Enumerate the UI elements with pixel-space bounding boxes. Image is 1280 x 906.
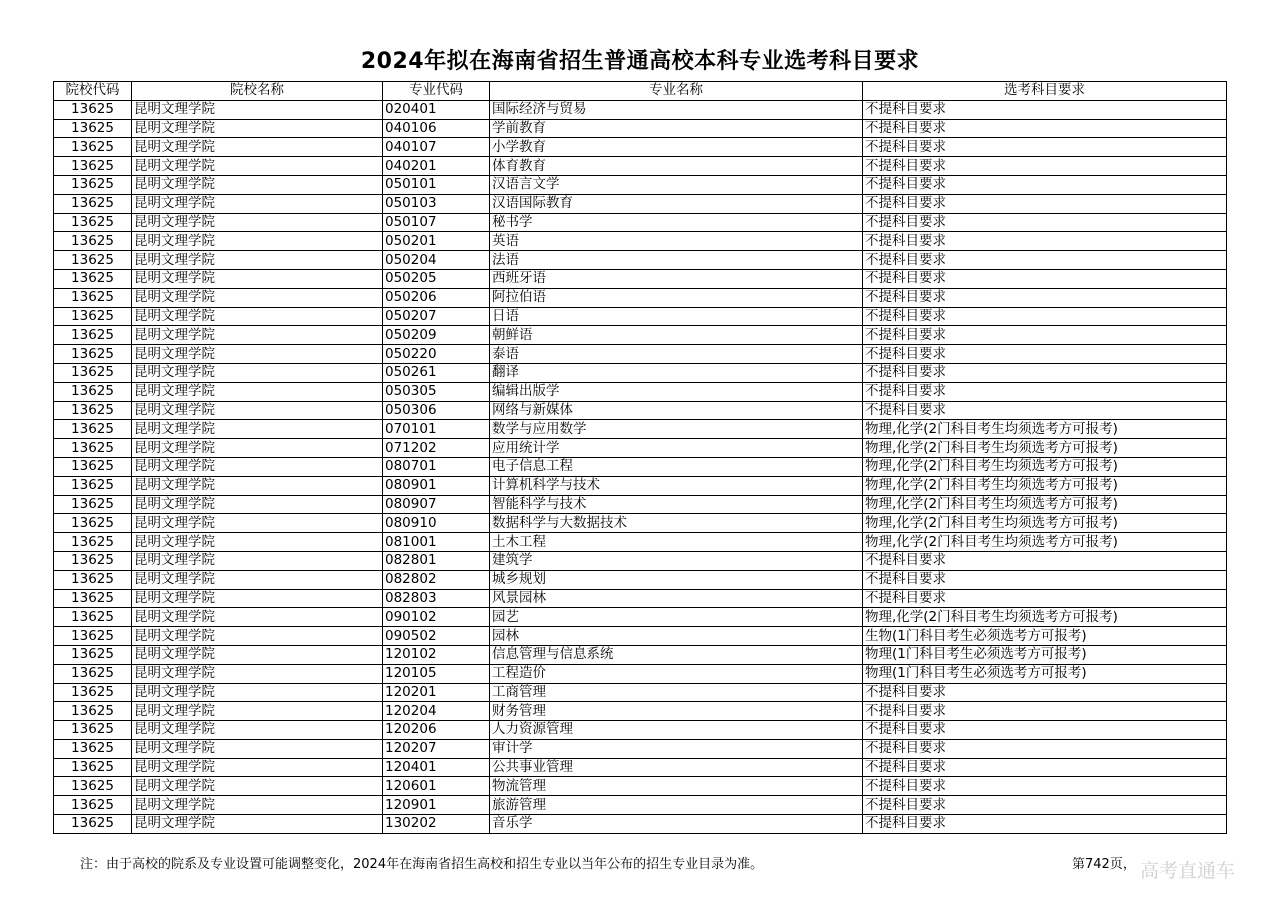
major-name-cell: 计算机科学与技术 — [490, 476, 863, 495]
requirement-cell: 不提科目要求 — [863, 796, 1227, 815]
school-name-cell: 昆明文理学院 — [132, 495, 383, 514]
major-code-cell: 082801 — [383, 551, 490, 570]
major-code-cell: 040201 — [383, 157, 490, 176]
school-code-cell: 13625 — [54, 232, 132, 251]
major-name-cell: 翻译 — [490, 363, 863, 382]
school-code-cell: 13625 — [54, 495, 132, 514]
major-code-cell: 040106 — [383, 119, 490, 138]
requirement-cell: 不提科目要求 — [863, 551, 1227, 570]
school-name-cell: 昆明文理学院 — [132, 326, 383, 345]
major-code-cell: 050306 — [383, 401, 490, 420]
school-name-cell: 昆明文理学院 — [132, 439, 383, 458]
table-row — [54, 739, 1227, 758]
school-code-cell: 13625 — [54, 269, 132, 288]
major-code-cell: 050205 — [383, 269, 490, 288]
major-name-cell: 法语 — [490, 251, 863, 270]
school-name-cell: 昆明文理学院 — [132, 420, 383, 439]
requirement-cell: 物理,化学(2门科目考生均须选考方可报考) — [863, 439, 1227, 458]
school-code-cell: 13625 — [54, 439, 132, 458]
major-name-cell: 数据科学与大数据技术 — [490, 514, 863, 533]
major-code-cell: 120201 — [383, 683, 490, 702]
table-row — [54, 589, 1227, 608]
school-code-cell: 13625 — [54, 457, 132, 476]
table-row — [54, 476, 1227, 495]
table-row — [54, 232, 1227, 251]
major-code-cell: 050206 — [383, 288, 490, 307]
major-name-cell: 电子信息工程 — [490, 457, 863, 476]
major-name-cell: 财务管理 — [490, 702, 863, 721]
school-code-cell: 13625 — [54, 514, 132, 533]
school-name-cell: 昆明文理学院 — [132, 683, 383, 702]
school-code-cell: 13625 — [54, 307, 132, 326]
school-code-cell: 13625 — [54, 551, 132, 570]
page-number: 第742页， — [1072, 857, 1136, 872]
table-row — [54, 363, 1227, 382]
major-code-cell: 120601 — [383, 777, 490, 796]
school-code-cell: 13625 — [54, 175, 132, 194]
major-name-cell: 旅游管理 — [490, 796, 863, 815]
school-name-cell: 昆明文理学院 — [132, 739, 383, 758]
major-code-cell: 050305 — [383, 382, 490, 401]
school-name-cell: 昆明文理学院 — [132, 100, 383, 119]
requirement-cell: 物理,化学(2门科目考生均须选考方可报考) — [863, 495, 1227, 514]
table-row — [54, 326, 1227, 345]
school-code-cell: 13625 — [54, 570, 132, 589]
table-row — [54, 457, 1227, 476]
school-name-cell: 昆明文理学院 — [132, 664, 383, 683]
table-row — [54, 702, 1227, 721]
school-code-cell: 13625 — [54, 326, 132, 345]
major-name-cell: 学前教育 — [490, 119, 863, 138]
table-row — [54, 251, 1227, 270]
table-body — [54, 100, 1227, 833]
major-name-cell: 小学教育 — [490, 138, 863, 157]
requirement-cell: 不提科目要求 — [863, 815, 1227, 834]
school-name-cell: 昆明文理学院 — [132, 119, 383, 138]
school-name-cell: 昆明文理学院 — [132, 382, 383, 401]
school-code-cell: 13625 — [54, 420, 132, 439]
major-name-cell: 建筑学 — [490, 551, 863, 570]
table-row — [54, 570, 1227, 589]
requirement-cell: 不提科目要求 — [863, 721, 1227, 740]
school-name-cell: 昆明文理学院 — [132, 570, 383, 589]
school-code-cell: 13625 — [54, 608, 132, 627]
table-row — [54, 420, 1227, 439]
major-name-cell: 体育教育 — [490, 157, 863, 176]
school-name-cell: 昆明文理学院 — [132, 138, 383, 157]
school-name-cell: 昆明文理学院 — [132, 457, 383, 476]
school-name-cell: 昆明文理学院 — [132, 551, 383, 570]
school-code-cell: 13625 — [54, 739, 132, 758]
major-name-cell: 朝鲜语 — [490, 326, 863, 345]
school-code-cell: 13625 — [54, 702, 132, 721]
major-name-cell: 审计学 — [490, 739, 863, 758]
requirement-cell: 物理,化学(2门科目考生均须选考方可报考) — [863, 420, 1227, 439]
requirement-cell: 不提科目要求 — [863, 138, 1227, 157]
table-row — [54, 382, 1227, 401]
school-code-cell: 13625 — [54, 476, 132, 495]
requirement-cell: 不提科目要求 — [863, 589, 1227, 608]
table-row — [54, 175, 1227, 194]
major-name-cell: 应用统计学 — [490, 439, 863, 458]
school-code-cell: 13625 — [54, 157, 132, 176]
major-name-cell: 工商管理 — [490, 683, 863, 702]
major-name-cell: 人力资源管理 — [490, 721, 863, 740]
table-row — [54, 345, 1227, 364]
table-row — [54, 758, 1227, 777]
school-code-cell: 13625 — [54, 683, 132, 702]
requirement-cell: 物理,化学(2门科目考生均须选考方可报考) — [863, 514, 1227, 533]
major-code-cell: 071202 — [383, 439, 490, 458]
major-code-cell: 050107 — [383, 213, 490, 232]
school-name-cell: 昆明文理学院 — [132, 307, 383, 326]
requirement-cell: 不提科目要求 — [863, 232, 1227, 251]
requirement-cell: 物理(1门科目考生必须选考方可报考) — [863, 664, 1227, 683]
table-row — [54, 533, 1227, 552]
school-name-cell: 昆明文理学院 — [132, 796, 383, 815]
requirement-cell: 不提科目要求 — [863, 345, 1227, 364]
major-code-cell: 120102 — [383, 645, 490, 664]
school-name-cell: 昆明文理学院 — [132, 514, 383, 533]
major-code-cell: 080907 — [383, 495, 490, 514]
major-name-cell: 风景园林 — [490, 589, 863, 608]
table-row — [54, 213, 1227, 232]
requirement-cell: 不提科目要求 — [863, 175, 1227, 194]
requirement-cell: 不提科目要求 — [863, 269, 1227, 288]
school-code-cell: 13625 — [54, 251, 132, 270]
school-code-cell: 13625 — [54, 664, 132, 683]
table-row — [54, 307, 1227, 326]
school-code-cell: 13625 — [54, 627, 132, 646]
school-name-cell: 昆明文理学院 — [132, 401, 383, 420]
table-row — [54, 439, 1227, 458]
major-name-cell: 工程造价 — [490, 664, 863, 683]
requirement-cell: 物理,化学(2门科目考生均须选考方可报考) — [863, 608, 1227, 627]
major-code-cell: 081001 — [383, 533, 490, 552]
school-name-cell: 昆明文理学院 — [132, 175, 383, 194]
school-name-cell: 昆明文理学院 — [132, 758, 383, 777]
major-name-cell: 英语 — [490, 232, 863, 251]
requirement-cell: 不提科目要求 — [863, 157, 1227, 176]
requirement-cell: 物理(1门科目考生必须选考方可报考) — [863, 645, 1227, 664]
major-name-cell: 城乡规划 — [490, 570, 863, 589]
major-name-cell: 阿拉伯语 — [490, 288, 863, 307]
table-row — [54, 269, 1227, 288]
requirement-cell: 不提科目要求 — [863, 683, 1227, 702]
table-row — [54, 514, 1227, 533]
major-code-cell: 120401 — [383, 758, 490, 777]
school-name-cell: 昆明文理学院 — [132, 589, 383, 608]
school-name-cell: 昆明文理学院 — [132, 232, 383, 251]
requirement-cell: 不提科目要求 — [863, 702, 1227, 721]
requirement-cell: 不提科目要求 — [863, 194, 1227, 213]
major-code-cell: 080910 — [383, 514, 490, 533]
requirement-cell: 不提科目要求 — [863, 326, 1227, 345]
school-code-cell: 13625 — [54, 194, 132, 213]
school-name-cell: 昆明文理学院 — [132, 345, 383, 364]
major-name-cell: 日语 — [490, 307, 863, 326]
school-name-cell: 昆明文理学院 — [132, 476, 383, 495]
school-code-cell: 13625 — [54, 796, 132, 815]
table-row — [54, 796, 1227, 815]
school-name-cell: 昆明文理学院 — [132, 213, 383, 232]
major-code-cell: 080901 — [383, 476, 490, 495]
table-row — [54, 777, 1227, 796]
header-requirement: 选考科目要求 — [863, 82, 1227, 101]
school-code-cell: 13625 — [54, 345, 132, 364]
school-code-cell: 13625 — [54, 100, 132, 119]
page-title: 2024年拟在海南省招生普通高校本科专业选考科目要求 — [360, 49, 920, 74]
major-name-cell: 音乐学 — [490, 815, 863, 834]
school-code-cell: 13625 — [54, 645, 132, 664]
table-row — [54, 608, 1227, 627]
requirement-cell: 不提科目要求 — [863, 119, 1227, 138]
major-name-cell: 公共事业管理 — [490, 758, 863, 777]
major-code-cell: 050101 — [383, 175, 490, 194]
school-name-cell: 昆明文理学院 — [132, 288, 383, 307]
major-code-cell: 120206 — [383, 721, 490, 740]
major-name-cell: 秘书学 — [490, 213, 863, 232]
requirement-cell: 不提科目要求 — [863, 570, 1227, 589]
major-name-cell: 数学与应用数学 — [490, 420, 863, 439]
major-code-cell: 090502 — [383, 627, 490, 646]
school-name-cell: 昆明文理学院 — [132, 721, 383, 740]
requirement-cell: 不提科目要求 — [863, 288, 1227, 307]
major-name-cell: 国际经济与贸易 — [490, 100, 863, 119]
requirements-table — [53, 81, 1227, 834]
school-name-cell: 昆明文理学院 — [132, 608, 383, 627]
major-code-cell: 050201 — [383, 232, 490, 251]
major-code-cell: 082803 — [383, 589, 490, 608]
school-code-cell: 13625 — [54, 213, 132, 232]
table-row — [54, 664, 1227, 683]
table-header-row — [54, 82, 1227, 101]
watermark: 高考直通车 — [1140, 860, 1236, 882]
school-name-cell: 昆明文理学院 — [132, 627, 383, 646]
requirement-cell: 不提科目要求 — [863, 758, 1227, 777]
requirement-cell: 物理,化学(2门科目考生均须选考方可报考) — [863, 457, 1227, 476]
major-name-cell: 物流管理 — [490, 777, 863, 796]
major-name-cell: 信息管理与信息系统 — [490, 645, 863, 664]
table-row — [54, 119, 1227, 138]
major-code-cell: 020401 — [383, 100, 490, 119]
major-code-cell: 050220 — [383, 345, 490, 364]
school-name-cell: 昆明文理学院 — [132, 269, 383, 288]
table-row — [54, 157, 1227, 176]
major-name-cell: 智能科学与技术 — [490, 495, 863, 514]
major-name-cell: 园林 — [490, 627, 863, 646]
requirement-cell: 不提科目要求 — [863, 382, 1227, 401]
major-code-cell: 050261 — [383, 363, 490, 382]
requirement-cell: 不提科目要求 — [863, 363, 1227, 382]
major-code-cell: 120207 — [383, 739, 490, 758]
table-row — [54, 627, 1227, 646]
requirement-cell: 不提科目要求 — [863, 213, 1227, 232]
requirement-cell: 不提科目要求 — [863, 739, 1227, 758]
requirement-cell: 不提科目要求 — [863, 777, 1227, 796]
school-code-cell: 13625 — [54, 401, 132, 420]
school-name-cell: 昆明文理学院 — [132, 777, 383, 796]
table-row — [54, 401, 1227, 420]
school-code-cell: 13625 — [54, 288, 132, 307]
school-code-cell: 13625 — [54, 589, 132, 608]
table-row — [54, 495, 1227, 514]
school-name-cell: 昆明文理学院 — [132, 251, 383, 270]
major-name-cell: 园艺 — [490, 608, 863, 627]
header-school-code: 院校代码 — [54, 82, 132, 101]
major-name-cell: 网络与新媒体 — [490, 401, 863, 420]
requirement-cell: 物理,化学(2门科目考生均须选考方可报考) — [863, 476, 1227, 495]
school-code-cell: 13625 — [54, 758, 132, 777]
table-row — [54, 551, 1227, 570]
major-code-cell: 080701 — [383, 457, 490, 476]
requirement-cell: 不提科目要求 — [863, 401, 1227, 420]
header-major-name: 专业名称 — [490, 82, 863, 101]
school-code-cell: 13625 — [54, 119, 132, 138]
major-code-cell: 120204 — [383, 702, 490, 721]
major-code-cell: 090102 — [383, 608, 490, 627]
requirement-cell: 不提科目要求 — [863, 307, 1227, 326]
school-code-cell: 13625 — [54, 363, 132, 382]
major-name-cell: 汉语国际教育 — [490, 194, 863, 213]
table-row — [54, 138, 1227, 157]
school-code-cell: 13625 — [54, 721, 132, 740]
table-row — [54, 721, 1227, 740]
major-name-cell: 泰语 — [490, 345, 863, 364]
school-name-cell: 昆明文理学院 — [132, 815, 383, 834]
school-code-cell: 13625 — [54, 138, 132, 157]
major-code-cell: 050209 — [383, 326, 490, 345]
major-code-cell: 130202 — [383, 815, 490, 834]
major-code-cell: 040107 — [383, 138, 490, 157]
school-name-cell: 昆明文理学院 — [132, 194, 383, 213]
table-row — [54, 683, 1227, 702]
table-row — [54, 645, 1227, 664]
school-name-cell: 昆明文理学院 — [132, 645, 383, 664]
requirement-cell: 物理,化学(2门科目考生均须选考方可报考) — [863, 533, 1227, 552]
requirement-cell: 不提科目要求 — [863, 251, 1227, 270]
header-major-code: 专业代码 — [383, 82, 490, 101]
school-name-cell: 昆明文理学院 — [132, 702, 383, 721]
requirement-cell: 不提科目要求 — [863, 100, 1227, 119]
major-code-cell: 050103 — [383, 194, 490, 213]
major-name-cell: 土木工程 — [490, 533, 863, 552]
major-code-cell: 070101 — [383, 420, 490, 439]
table-row — [54, 288, 1227, 307]
school-name-cell: 昆明文理学院 — [132, 363, 383, 382]
major-name-cell: 汉语言文学 — [490, 175, 863, 194]
school-code-cell: 13625 — [54, 382, 132, 401]
footnote: 注：由于高校的院系及专业设置可能调整变化，2024年在海南省招生高校和招生专业以当年公布的招生专业目录为准。 — [80, 857, 764, 872]
major-code-cell: 050204 — [383, 251, 490, 270]
major-code-cell: 120901 — [383, 796, 490, 815]
school-code-cell: 13625 — [54, 533, 132, 552]
school-name-cell: 昆明文理学院 — [132, 157, 383, 176]
major-name-cell: 西班牙语 — [490, 269, 863, 288]
header-school-name: 院校名称 — [132, 82, 383, 101]
school-code-cell: 13625 — [54, 777, 132, 796]
major-name-cell: 编辑出版学 — [490, 382, 863, 401]
major-code-cell: 082802 — [383, 570, 490, 589]
school-name-cell: 昆明文理学院 — [132, 533, 383, 552]
table-row — [54, 815, 1227, 834]
table-row — [54, 100, 1227, 119]
school-code-cell: 13625 — [54, 815, 132, 834]
major-code-cell: 120105 — [383, 664, 490, 683]
table-row — [54, 194, 1227, 213]
major-code-cell: 050207 — [383, 307, 490, 326]
requirement-cell: 生物(1门科目考生必须选考方可报考) — [863, 627, 1227, 646]
